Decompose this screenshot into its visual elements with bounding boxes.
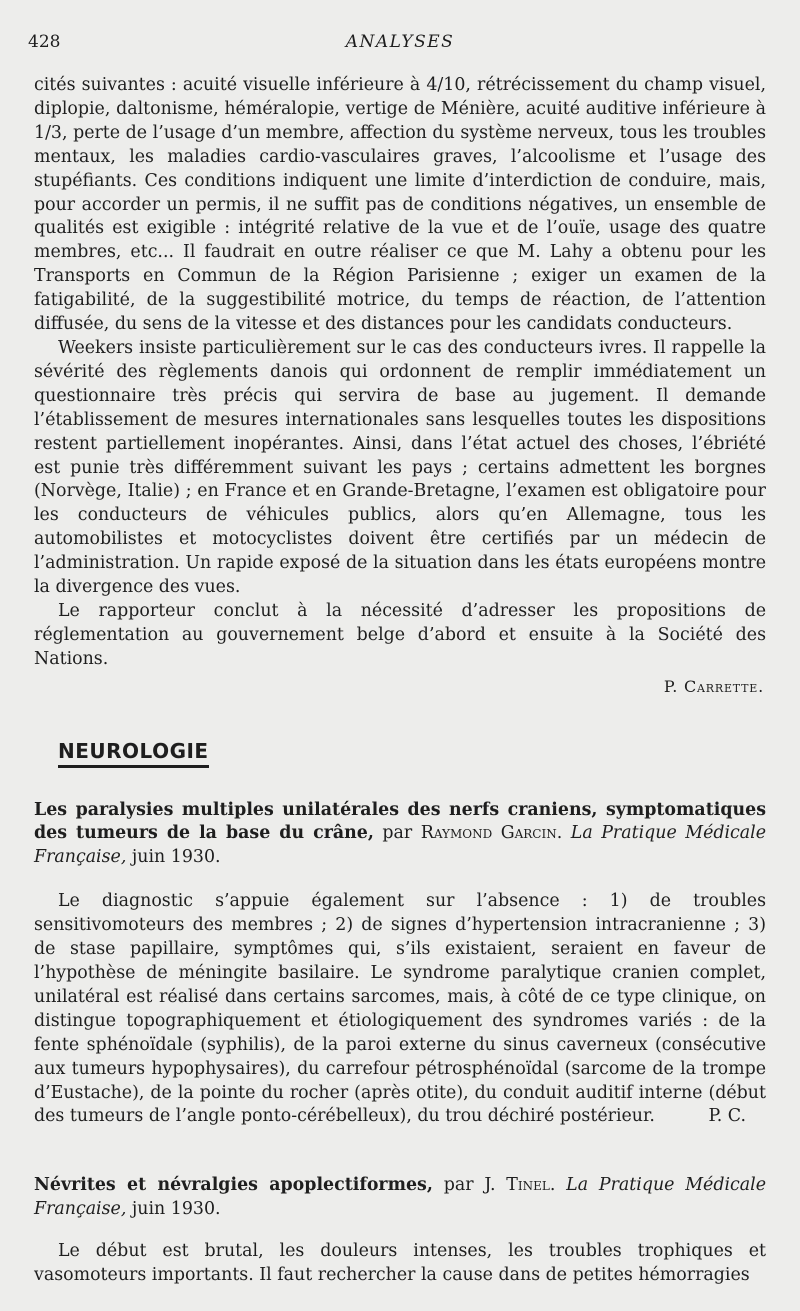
running-header — [0, 32, 800, 56]
page-body — [34, 74, 766, 1288]
section-heading: NEUROLOGIE — [58, 739, 209, 768]
page-number: 428 — [28, 32, 61, 52]
article-1-text: Le diagnostic s’appuie également sur l’absence : 1) de troubles sensitivomoteurs des membres ; 2) de signes d’hypertension intracranienne ; 3) de stase papillaire, symptômes qui, s’ils existaient, seraient en faveur de l’hypothèse de méningite basilaire. Le syndrome paralytique cranien complet, unilatéral est réalisé dans certains sarcomes, mais, à côté de ce type clinique, on distingue topographiquement et étiologiquement des syndromes variés : de la fente sphénoïdale (syphilis), de la paroi externe du sinus caverneux (consécutive aux tumeurs hypophysaires), du carrefour pétrosphénoïdal (sarcome de la trompe d’Eustache), de la pointe du rocher (après otite), du conduit auditif interne (début des tumeurs de l’angle ponto-cérébelleux), du trou déchiré postérieur. — [34, 891, 766, 1127]
article-1-journal: La Pratique Médicale Française, — [34, 823, 767, 868]
article-2-journal: La Pratique Médicale Française, — [34, 1175, 766, 1220]
article-2-date: juin 1930. — [131, 1199, 221, 1220]
review-paragraph-3: Le rapporteur conclut à la nécessité d’adresser les propositions de réglementation au gouvernement belge d’abord et ensuite à la Société des Nations. — [34, 600, 766, 669]
article-1-heading — [34, 799, 766, 871]
article-1-author: Raymond Garcin. — [420, 823, 563, 844]
review-signature: P. Carrette. — [663, 676, 764, 696]
article-1-signature: P. C. — [708, 1106, 746, 1127]
article-2-title: Névrites et névralgies apoplectiformes, — [34, 1175, 433, 1196]
review-paragraph-1: cités suivantes : acuité visuelle inférieure à 4/10, rétrécissement du champ visuel, diplopie, daltonisme, héméralopie, vertige de Ménière, acuité auditive inférieure à 1/3, perte de l’usage d’un membre, affection du système nerveux, tous les troubles mentaux, les maladies cardio-vasculaires graves, l’alcoolisme et l’usage des stupéfiants. Ces conditions indiquent une limite d’interdiction de conduire, mais, pour accorder un permis, il ne suffit pas de conditions négatives, un ensemble de qualités est exigible : intégrité relative de la vue et de l’ouïe, usage des quatre membres, etc... Il faudrait en outre réaliser ce que M. Lahy a obtenu pour les Transports en Commun de la Région Parisienne ; exiger un examen de la fatigabilité, de la suggestibilité motrice, du temps de réaction, de l’attention diffusée, du sens de la vitesse et des distances pour les candidats conducteurs. — [34, 75, 766, 335]
article-1-by: par — [382, 823, 413, 844]
article-1-body — [34, 890, 766, 1129]
article-2-body: Le début est brutal, les douleurs intenses, les troubles trophiques et vasomoteurs importants. Il faut rechercher la cause dans de petites hémorragies — [34, 1241, 766, 1286]
article-2-author: J. Tinel. — [484, 1175, 556, 1196]
article-2-heading — [34, 1174, 766, 1222]
running-title: ANALYSES — [345, 32, 455, 52]
article-2-by: par — [443, 1175, 474, 1196]
article-1-title: Les paralysies multiples unilatérales des nerfs craniens, symptomatiques des tumeurs de la base du crâne, — [34, 799, 766, 844]
review-paragraph-2: Weekers insiste particulièrement sur le cas des conducteurs ivres. Il rappelle la sévérité des règlements danois qui ordonnent de remplir immédiatement un questionnaire très précis qui servira de base au jugement. Il demande l’établissement de mesures internationales sans lesquelles toutes les dispositions restent partiellement inopérantes. Ainsi, dans l’état actuel des choses, l’ébriété est punie très différemment suivant les pays ; certains admettent les borgnes (Norvège, Italie) ; en France et en Grande-Bretagne, l’examen est obligatoire pour les conducteurs de véhicules publics, alors qu’en Allemagne, tous les automobilistes et motocyclistes doivent être certifiés par un médecin de l’administration. Un rapide exposé de la situation dans les états européens montre la divergence des vues. — [34, 337, 766, 598]
article-1-date: juin 1930. — [131, 847, 221, 868]
